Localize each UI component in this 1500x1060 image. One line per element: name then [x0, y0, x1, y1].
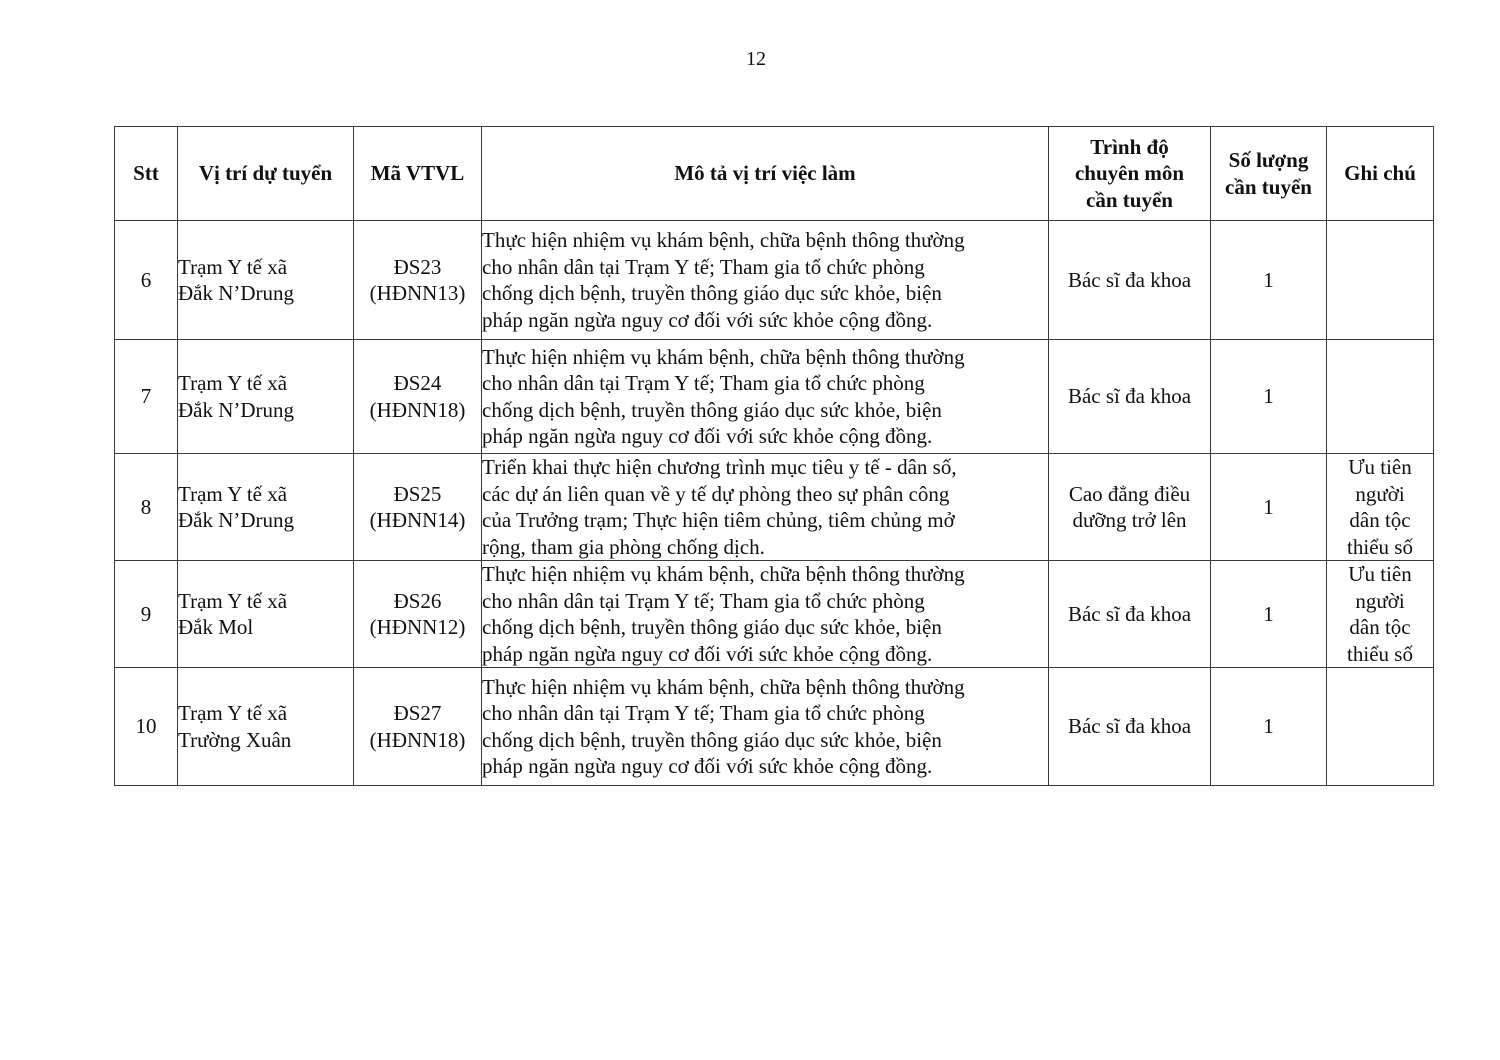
description-line: chống dịch bệnh, truyền thông giáo dục sức khỏe, biện — [482, 397, 942, 422]
cell-position — [178, 221, 354, 340]
cell-stt: 8 — [115, 454, 178, 561]
position-line: Trạm Y tế xã — [178, 254, 288, 279]
cell-count: 1 — [1211, 561, 1327, 668]
cell-stt: 7 — [115, 340, 178, 454]
table-row — [115, 561, 1434, 668]
note-line: người — [1355, 481, 1405, 506]
cell-qualification — [1049, 221, 1211, 340]
cell-description — [482, 454, 1049, 561]
cell-position — [178, 561, 354, 668]
description-line: pháp ngăn ngừa nguy cơ đối với sức khỏe cộng đồng. — [482, 641, 933, 666]
description-line: rộng, tham gia phòng chống dịch. — [482, 534, 765, 559]
cell-qualification — [1049, 561, 1211, 668]
cell-note — [1327, 454, 1434, 561]
description-line: pháp ngăn ngừa nguy cơ đối với sức khỏe cộng đồng. — [482, 754, 933, 778]
description-line: Thực hiện nhiệm vụ khám bệnh, chữa bệnh thông thường — [482, 228, 965, 252]
position-line: Đắk Mol — [178, 615, 254, 639]
cell-stt: 9 — [115, 561, 178, 668]
header-qualification-line: chuyên môn — [1074, 161, 1185, 186]
description-line: chống dịch bệnh, truyền thông giáo dục sức khỏe, biện — [482, 281, 942, 305]
description-line: Thực hiện nhiệm vụ khám bệnh, chữa bệnh thông thường — [482, 344, 965, 369]
header-code: Mã VTVL — [354, 127, 482, 221]
cell-position — [178, 340, 354, 454]
cell-note — [1327, 340, 1434, 454]
cell-description — [482, 340, 1049, 454]
description-line: chống dịch bệnh, truyền thông giáo dục sức khỏe, biện — [482, 727, 942, 752]
table-header-row — [115, 127, 1434, 221]
header-qualification-line: cần tuyển — [1086, 187, 1173, 212]
cell-description — [482, 668, 1049, 786]
cell-note — [1327, 668, 1434, 786]
description-line: cho nhân dân tại Trạm Y tế; Tham gia tổ chức phòng — [482, 371, 925, 395]
qualification-line: Bác sĩ đa khoa — [1067, 714, 1192, 739]
description-line: chống dịch bệnh, truyền thông giáo dục sức khỏe, biện — [482, 615, 942, 639]
code-line: ĐS26 — [393, 588, 442, 613]
note-line: Ưu tiên — [1348, 455, 1412, 479]
code-line: (HĐNN18) — [369, 397, 466, 422]
table-row — [115, 454, 1434, 561]
position-line: Trường Xuân — [178, 727, 292, 752]
code-line: (HĐNN12) — [369, 615, 466, 639]
cell-qualification — [1049, 668, 1211, 786]
position-line: Đắk N’Drung — [178, 397, 295, 422]
note-line: thiểu số — [1347, 641, 1413, 666]
qualification-line: Bác sĩ đa khoa — [1067, 384, 1192, 409]
cell-qualification — [1049, 454, 1211, 561]
description-line: cho nhân dân tại Trạm Y tế; Tham gia tổ chức phòng — [482, 254, 925, 279]
cell-count: 1 — [1211, 221, 1327, 340]
cell-count: 1 — [1211, 454, 1327, 561]
note-line: thiểu số — [1347, 534, 1413, 559]
code-line: (HĐNN18) — [369, 727, 466, 752]
position-line: Trạm Y tế xã — [178, 371, 288, 395]
recruitment-table — [114, 126, 1434, 786]
note-line: Ưu tiên — [1348, 562, 1412, 586]
header-position: Vị trí dự tuyển — [178, 127, 354, 221]
position-line: Trạm Y tế xã — [178, 701, 288, 725]
note-line: người — [1355, 588, 1405, 613]
cell-stt: 6 — [115, 221, 178, 340]
header-description: Mô tả vị trí việc làm — [482, 127, 1049, 221]
description-line: Thực hiện nhiệm vụ khám bệnh, chữa bệnh thông thường — [482, 674, 965, 699]
cell-code — [354, 561, 482, 668]
cell-stt: 10 — [115, 668, 178, 786]
position-line: Trạm Y tế xã — [178, 481, 288, 506]
description-line: các dự án liên quan về y tế dự phòng theo sự phân công — [482, 481, 950, 506]
header-qualification — [1049, 127, 1211, 221]
cell-code — [354, 340, 482, 454]
description-line: Thực hiện nhiệm vụ khám bệnh, chữa bệnh thông thường — [482, 562, 965, 586]
code-line: ĐS24 — [393, 371, 442, 395]
position-line: Đắk N’Drung — [178, 281, 295, 305]
cell-code — [354, 221, 482, 340]
qualification-line: Bác sĩ đa khoa — [1067, 601, 1192, 626]
code-line: ĐS27 — [393, 701, 442, 725]
description-line: cho nhân dân tại Trạm Y tế; Tham gia tổ chức phòng — [482, 701, 925, 725]
description-line: pháp ngăn ngừa nguy cơ đối với sức khỏe cộng đồng. — [482, 424, 933, 448]
cell-note — [1327, 561, 1434, 668]
description-line: cho nhân dân tại Trạm Y tế; Tham gia tổ chức phòng — [482, 588, 925, 613]
code-line: (HĐNN14) — [369, 508, 466, 532]
qualification-line: dưỡng trở lên — [1072, 508, 1187, 532]
cell-count: 1 — [1211, 340, 1327, 454]
table-row — [115, 340, 1434, 454]
header-note: Ghi chú — [1327, 127, 1434, 221]
position-line: Đắk N’Drung — [178, 508, 295, 532]
page-number: 12 — [746, 48, 766, 70]
description-line: Triển khai thực hiện chương trình mục tiêu y tế - dân số, — [482, 455, 957, 479]
description-line: của Trưởng trạm; Thực hiện tiêm chủng, tiêm chủng mở — [482, 508, 955, 532]
note-line: dân tộc — [1349, 615, 1411, 639]
cell-description — [482, 221, 1049, 340]
position-line: Trạm Y tế xã — [178, 588, 288, 613]
table-row — [115, 668, 1434, 786]
cell-code — [354, 454, 482, 561]
header-count — [1211, 127, 1327, 221]
cell-description — [482, 561, 1049, 668]
cell-note — [1327, 221, 1434, 340]
description-line: pháp ngăn ngừa nguy cơ đối với sức khỏe cộng đồng. — [482, 307, 933, 332]
cell-position — [178, 668, 354, 786]
cell-count: 1 — [1211, 668, 1327, 786]
code-line: ĐS23 — [393, 254, 442, 279]
cell-code — [354, 668, 482, 786]
header-count-line: cần tuyển — [1225, 174, 1312, 199]
header-qualification-line: Trình độ — [1090, 134, 1169, 159]
qualification-line: Cao đẳng điều — [1068, 481, 1191, 506]
code-line: (HĐNN13) — [369, 281, 466, 305]
table-row — [115, 221, 1434, 340]
code-line: ĐS25 — [393, 481, 442, 506]
header-stt: Stt — [115, 127, 178, 221]
qualification-line: Bác sĩ đa khoa — [1067, 267, 1192, 292]
cell-qualification — [1049, 340, 1211, 454]
header-count-line: Số lượng — [1228, 148, 1309, 172]
note-line: dân tộc — [1349, 508, 1411, 532]
cell-position — [178, 454, 354, 561]
